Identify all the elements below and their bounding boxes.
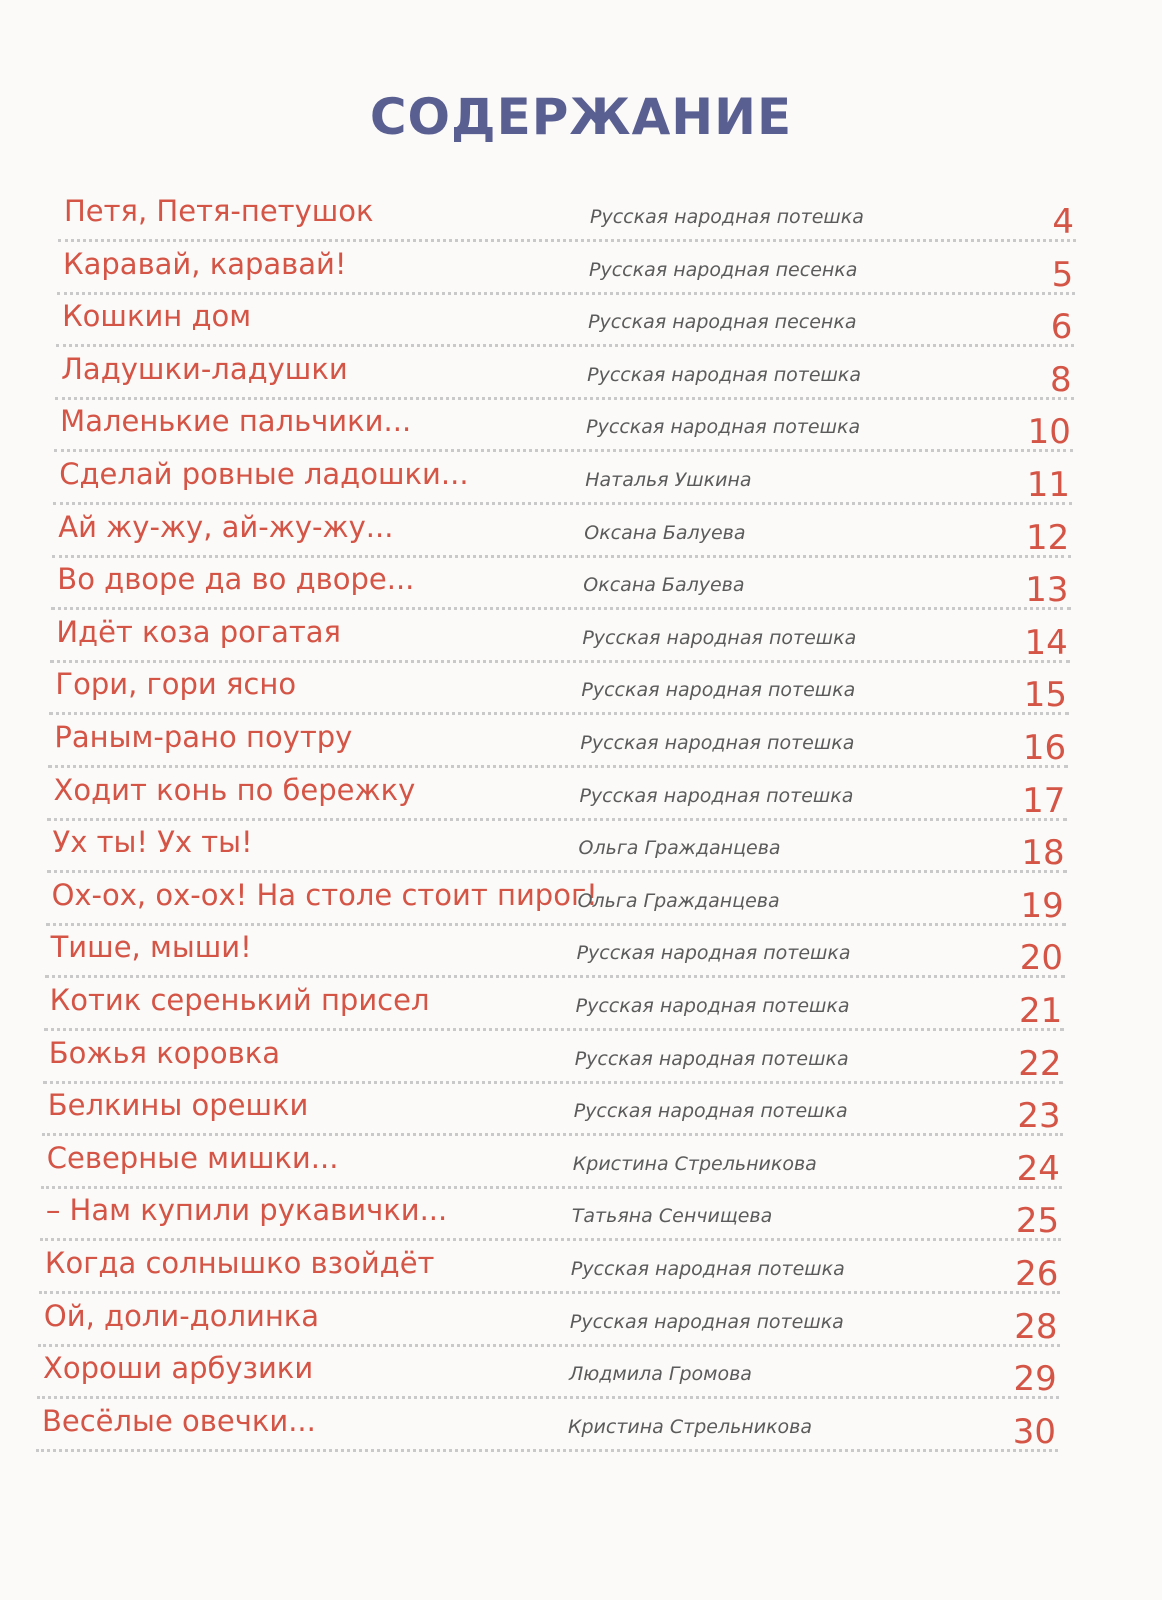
toc-entry-title: Петя, Петя-петушок: [64, 194, 374, 228]
toc-entry-title: Ладушки-ладушки: [61, 351, 348, 386]
toc-entry-page-number: 17: [1022, 780, 1066, 821]
toc-entry-page-number: 8: [1050, 359, 1072, 400]
toc-entry-author: Русская народная потешка: [570, 1258, 845, 1280]
toc-entry-title: Ух ты! Ух ты!: [52, 825, 253, 860]
toc-entry-author: Русская народная потешка: [569, 1310, 844, 1333]
toc-entry-page-number: 18: [1021, 833, 1065, 874]
toc-entry-page-number: 23: [1017, 1096, 1061, 1137]
toc-entry[interactable]: [58, 188, 1076, 242]
toc-entry-title: Тише, мыши!: [50, 930, 252, 965]
toc-entry-page-number: 21: [1018, 991, 1063, 1031]
toc-entry-author: Людмила Громова: [568, 1363, 752, 1386]
toc-entry-author: Русская народная потешка: [590, 206, 864, 228]
toc-entry[interactable]: [46, 872, 1066, 926]
toc-entry-title: Каравай, каравай!: [63, 246, 347, 281]
toc-entry-author: Русская народная песенка: [588, 311, 857, 334]
page-title: СОДЕРЖАНИЕ: [369, 88, 793, 146]
toc-entry-title: Гори, гори ясно: [55, 667, 297, 702]
toc-entry[interactable]: [45, 924, 1065, 978]
toc-entry[interactable]: [39, 1240, 1060, 1294]
toc-entry-page-number: 11: [1026, 465, 1071, 505]
toc-entry-author: Русская народная потешка: [576, 942, 851, 965]
toc-entry-title: Идёт коза рогатая: [56, 614, 341, 649]
toc-entry[interactable]: [51, 556, 1070, 610]
toc-entry-page-number: 14: [1024, 622, 1068, 663]
toc-entry-title: Кошкин дом: [62, 299, 252, 334]
toc-entry-title: Ходит конь по бережку: [53, 772, 416, 807]
toc-entry[interactable]: [44, 977, 1065, 1031]
toc-entry-author: Русская народная песенка: [589, 258, 858, 281]
toc-entry-author: Русская народная потешка: [580, 732, 855, 754]
toc-entry-title: Северные мишки...: [46, 1140, 339, 1175]
toc-entry[interactable]: [54, 398, 1073, 452]
toc-entry-title: Раным-рано поутру: [54, 720, 353, 754]
toc-entry-page-number: 30: [1012, 1411, 1056, 1452]
toc-entry-author: Оксана Балуева: [584, 521, 746, 544]
toc-entry-page-number: 22: [1018, 1043, 1062, 1084]
toc-entry-page-number: 13: [1025, 570, 1069, 611]
toc-entry[interactable]: [57, 241, 1075, 295]
toc-entry-author: Ольга Гражданцева: [577, 889, 780, 912]
toc-entry-page-number: 4: [1052, 202, 1074, 242]
toc-entry-page-number: 26: [1015, 1254, 1059, 1294]
toc-entry[interactable]: [38, 1293, 1060, 1347]
toc-entry-author: Кристина Стрельникова: [568, 1415, 813, 1438]
toc-entry-title: – Нам купили рукавички...: [45, 1193, 448, 1228]
toc-entry-title: Хороши арбузики: [42, 1351, 314, 1386]
toc-entry[interactable]: [52, 504, 1071, 558]
toc-entry-title: Когда солнышко взойдёт: [44, 1246, 435, 1280]
toc-entry-author: Ольга Гражданцева: [578, 837, 781, 860]
toc-entry[interactable]: [36, 1398, 1058, 1452]
toc-entry[interactable]: [53, 451, 1072, 505]
toc-entry-page-number: 5: [1051, 254, 1074, 295]
toc-entry-author: Русская народная потешка: [587, 363, 862, 386]
toc-entry-title: Сделай ровные ладошки...: [59, 457, 469, 491]
toc-entry[interactable]: [47, 767, 1067, 821]
toc-entry-title: Весёлые овечки...: [42, 1403, 316, 1438]
toc-entry-author: Татьяна Сенчищева: [571, 1205, 773, 1228]
toc-entry-title: Ох-ох, ох-ох! На столе стоит пирог!: [51, 877, 598, 912]
toc-entry-page-number: 16: [1022, 728, 1067, 768]
toc-entry-title: Во дворе да во дворе...: [57, 562, 415, 597]
toc-entry-page-number: 6: [1050, 307, 1073, 348]
toc-entry-author: Русская народная потешка: [573, 1100, 848, 1123]
toc-entry-page-number: 28: [1014, 1306, 1058, 1347]
toc-entry-author: Оксана Балуева: [583, 574, 745, 597]
toc-entry[interactable]: [55, 346, 1074, 400]
toc-entry[interactable]: [41, 1135, 1062, 1189]
toc-entry[interactable]: [48, 714, 1068, 768]
toc-entry[interactable]: [40, 1187, 1061, 1241]
toc-entry-page-number: 25: [1015, 1201, 1060, 1242]
toc-entry-title: Белкины орешки: [47, 1088, 309, 1123]
toc-entry-title: Маленькие пальчики...: [60, 404, 412, 439]
toc-entry-author: Наталья Ушкина: [585, 469, 752, 491]
toc-entry-page-number: 12: [1026, 517, 1070, 558]
toc-entry-author: Русская народная потешка: [586, 416, 861, 439]
toc-entry[interactable]: [47, 819, 1067, 873]
toc-entry-author: Русская народная потешка: [574, 1047, 849, 1070]
toc-entry-author: Русская народная потешка: [582, 626, 857, 649]
toc-entry-page-number: 24: [1016, 1148, 1060, 1189]
toc-entry-page-number: 29: [1013, 1359, 1057, 1400]
toc-entry-title: Божья коровка: [48, 1035, 280, 1070]
toc-entry-author: Кристина Стрельникова: [572, 1152, 817, 1175]
toc-entry[interactable]: [49, 661, 1069, 715]
toc-entry[interactable]: [43, 1030, 1064, 1084]
toc-entry-page-number: 20: [1019, 938, 1064, 979]
toc-entry-page-number: 10: [1027, 412, 1071, 453]
toc-entry-author: Русская народная потешка: [575, 995, 850, 1017]
toc-entry-title: Ой, доли-долинка: [43, 1298, 320, 1333]
toc-entry[interactable]: [37, 1345, 1059, 1399]
toc-entry-page-number: 19: [1020, 885, 1064, 926]
toc-entry-author: Русская народная потешка: [579, 784, 854, 807]
toc-entry[interactable]: [56, 293, 1074, 347]
toc-entry-author: Русская народная потешка: [581, 679, 856, 702]
toc-entry[interactable]: [50, 609, 1069, 663]
toc-entry[interactable]: [42, 1082, 1063, 1136]
toc-entry-title: Котик серенький присел: [49, 983, 430, 1017]
toc-entry-page-number: 15: [1023, 675, 1067, 716]
toc-entry-title: Ай жу-жу, ай-жу-жу...: [58, 509, 394, 544]
